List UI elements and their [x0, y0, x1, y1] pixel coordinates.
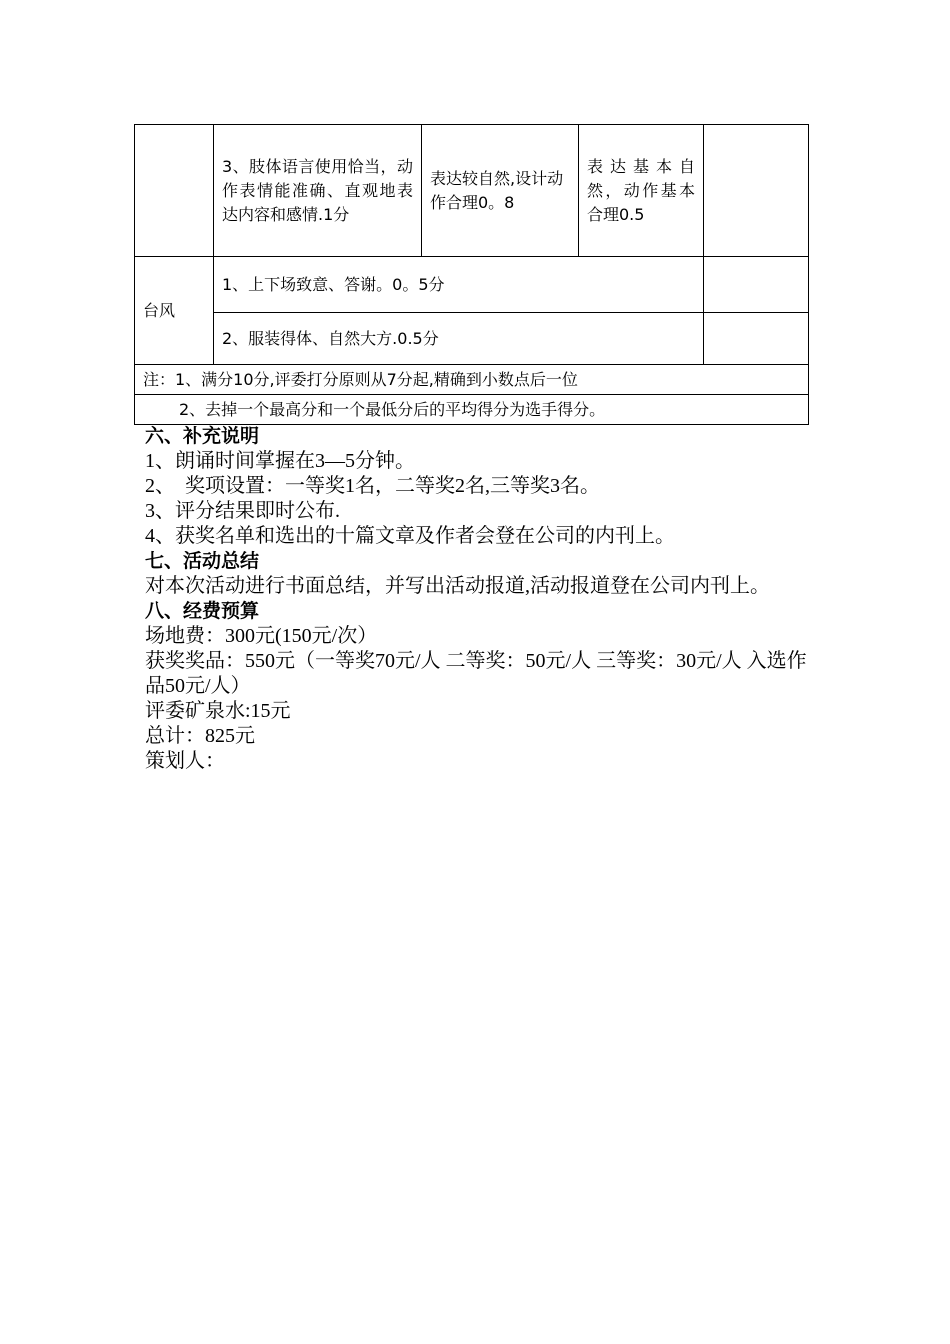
supplement-item-results: 3、评分结果即时公布. [145, 500, 340, 522]
section-heading-budget: 八、经费预算 [145, 600, 260, 622]
supplement-item-publish: 4、获奖名单和选出的十篇文章及作者会登在公司的内刊上。 [145, 525, 675, 547]
table-cell-empty [704, 125, 809, 257]
manner-item-greeting: 1、上下场致意、答谢。0。5分 [214, 257, 704, 313]
level-good-cell: 表达较自然,设计动作合理0。8 [422, 125, 579, 257]
section-heading-supplement: 六、补充说明 [145, 425, 260, 447]
supplement-item-time: 1、朗诵时间掌握在3—5分钟。 [145, 450, 415, 472]
table-row [135, 125, 809, 257]
budget-prizes: 获奖奖品：550元（一等奖70元/人 二等奖：50元/人 三等奖：30元/人 入选作品50元/人） [145, 650, 807, 697]
level-basic-cell: 表达基本自然，动作基本合理0.5 [579, 125, 704, 257]
table-cell-empty [704, 257, 809, 313]
table-row [135, 365, 809, 395]
table-row [135, 313, 809, 365]
budget-venue: 场地费：300元(150元/次） [145, 625, 378, 647]
document-body [145, 424, 809, 774]
budget-water: 评委矿泉水:15元 [145, 700, 291, 722]
criteria-body-language: 3、肢体语言使用恰当，动作表情能准确、直观地表达内容和感情.1分 [214, 125, 422, 257]
table-cell-empty [135, 125, 214, 257]
supplement-item-awards: 2、 奖项设置：一等奖1名，二等奖2名,三等奖3名。 [145, 475, 600, 497]
table-row [135, 257, 809, 313]
manner-item-dress: 2、服装得体、自然大方.0.5分 [214, 313, 704, 365]
table-cell-empty [704, 313, 809, 365]
note-scoring-rule: 注：1、满分10分,评委打分原则从7分起,精确到小数点后一位 [135, 365, 809, 395]
scoring-table [134, 124, 809, 425]
note-average-rule: 2、去掉一个最高分和一个最低分后的平均得分为选手得分。 [135, 395, 809, 425]
budget-total: 总计：825元 [145, 725, 255, 747]
planner-line: 策划人： [145, 750, 225, 772]
section-heading-summary: 七、活动总结 [145, 550, 260, 572]
summary-body: 对本次活动进行书面总结，并写出活动报道,活动报道登在公司内刊上。 [145, 575, 770, 597]
table-row [135, 395, 809, 425]
category-manner: 台风 [135, 257, 214, 365]
